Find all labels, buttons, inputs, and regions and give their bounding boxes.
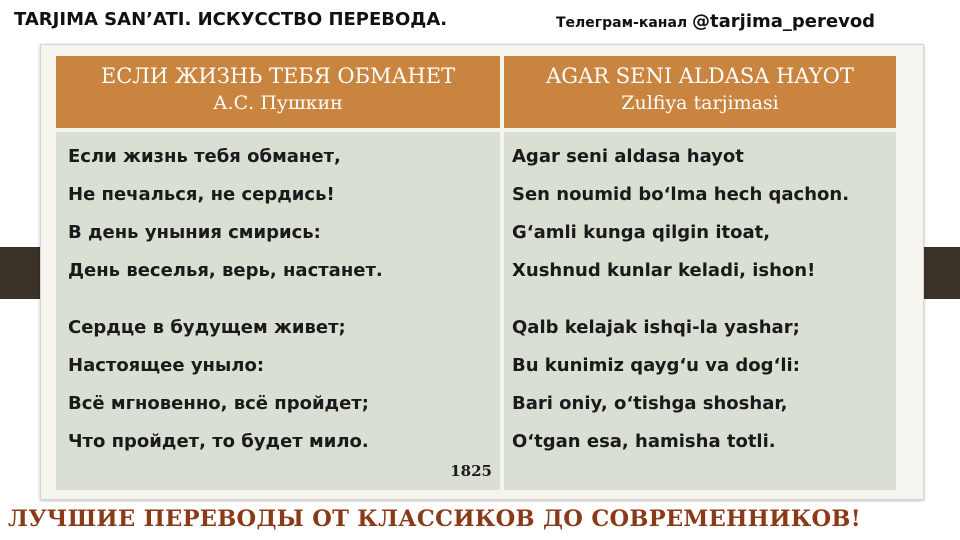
translation-header bbox=[504, 56, 896, 128]
translation-title: AGAR SENI ALDASA HAYOT bbox=[546, 64, 854, 88]
poem-line: Всё мгновенно, всё пройдет; bbox=[68, 393, 369, 414]
original-author: А.С. Пушкин bbox=[213, 92, 343, 114]
poem-line: Настоящее уныло: bbox=[68, 355, 265, 376]
poem-line: Xushnud kunlar keladi, ishon! bbox=[512, 260, 816, 281]
original-header bbox=[56, 56, 500, 128]
poem-line: Gʻamli kunga qilgin itoat, bbox=[512, 222, 771, 243]
poem-line: Agar seni aldasa hayot bbox=[512, 146, 744, 167]
poem-line: Сердце в будущем живет; bbox=[68, 317, 346, 338]
slogan: ЛУЧШИЕ ПЕРЕВОДЫ ОТ КЛАССИКОВ ДО СОВРЕМЕННИКОВ! bbox=[8, 506, 861, 532]
poem-line: День веселья, верь, настанет. bbox=[68, 260, 383, 281]
poem-line: Oʻtgan esa, hamisha totli. bbox=[512, 431, 776, 452]
translation-credit: Zulfiya tarjimasi bbox=[621, 92, 779, 114]
translated-poem bbox=[504, 132, 896, 490]
poem-table bbox=[56, 56, 896, 490]
channel-info bbox=[556, 11, 875, 32]
poem-line: Что пройдет, то будет мило. bbox=[68, 431, 369, 452]
original-poem bbox=[56, 132, 500, 490]
top-banner bbox=[0, 0, 960, 40]
original-title: ЕСЛИ ЖИЗНЬ ТЕБЯ ОБМАНЕТ bbox=[100, 64, 456, 88]
poem-line: Не печалься, не сердись! bbox=[68, 184, 335, 205]
bottom-banner bbox=[0, 502, 960, 540]
poem-line: Sen noumid boʻlma hech qachon. bbox=[512, 184, 850, 205]
channel-handle: @tarjima_perevod bbox=[692, 11, 876, 32]
poem-year: 1825 bbox=[450, 462, 492, 480]
poem-line: В день уныния смирись: bbox=[68, 222, 321, 243]
poem-line: Если жизнь тебя обманет, bbox=[68, 146, 341, 167]
poem-line: Bari oniy, oʻtishga shoshar, bbox=[512, 393, 788, 414]
poem-line: Qalb kelajak ishqi-la yashar; bbox=[512, 317, 800, 338]
page-title: TARJIMA SAN’ATI. ИСКУССТВО ПЕРЕВОДА. bbox=[14, 9, 448, 30]
poem-line: Bu kunimiz qaygʻu va dogʻli: bbox=[512, 355, 800, 376]
channel-label: Телеграм-канал bbox=[556, 15, 693, 31]
